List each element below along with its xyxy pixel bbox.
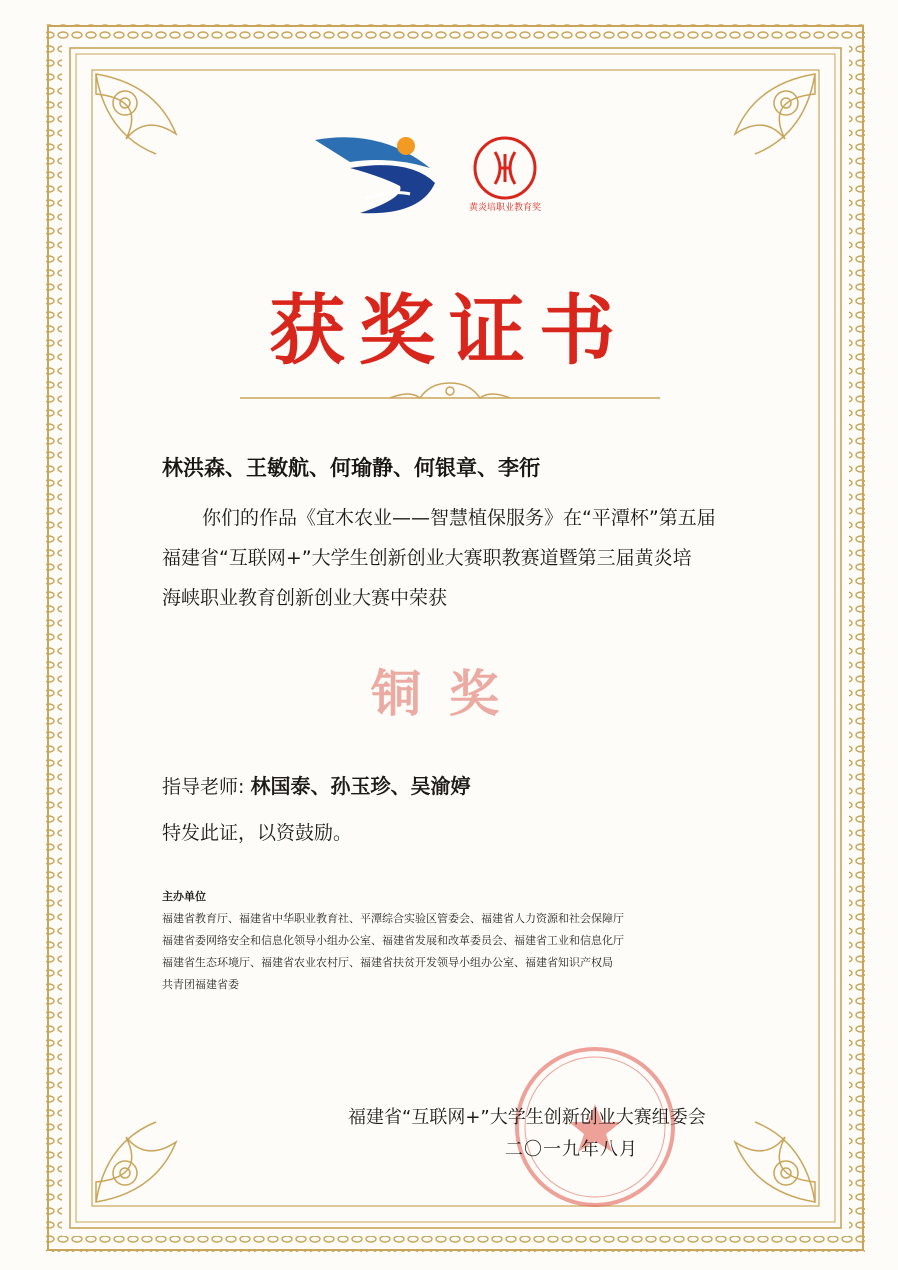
competition-logo-icon: [315, 137, 435, 213]
hosts-line: 福建省生态环境厅、福建省农业农村厅、福建省扶贫开发领导小组办公室、福建省知识产权局: [162, 956, 613, 969]
advisors-line: [162, 770, 470, 799]
svg-text:黄炎培职业教育奖: 黄炎培职业教育奖: [468, 203, 542, 213]
issue-date: 二〇一九年八月: [505, 1139, 638, 1160]
award-level: 铜奖: [371, 664, 527, 723]
huang-yanpei-award-logo-icon: [469, 138, 541, 213]
closing-text: 特发此证，以资鼓励。: [162, 822, 353, 844]
citation-text: [162, 498, 772, 618]
hosts-line: 共青团福建省委: [162, 978, 239, 991]
issuer-name: 福建省“互联网+”大学生创新创业大赛组委会: [348, 1107, 706, 1128]
advisors-names: 林国泰、孙玉珍、吴渝婷: [250, 774, 471, 798]
citation-line-1: 你们的作品《宜木农业——智慧植保服务》在“平潭杯”第五届: [202, 507, 716, 529]
recipients-names: 林洪森、王敏航、何瑜静、何银章、李衎: [162, 455, 540, 480]
logo-group: [310, 128, 570, 228]
hosts-line: 福建省委网络安全和信息化领导小组办公室、福建省发展和改革委员会、福建省工业和信息化厅: [162, 934, 624, 947]
certificate-title: 获奖证书: [269, 286, 629, 375]
citation-line-3: 海峡职业教育创新创业大赛中荣获: [162, 587, 448, 609]
advisors-label: 指导老师:: [162, 776, 245, 798]
ornamental-divider: [240, 378, 660, 408]
hosts-line: 福建省教育厅、福建省中华职业教育社、平潭综合实验区管委会、福建省人力资源和社会保障厅: [162, 912, 624, 925]
hosts-heading: 主办单位: [162, 890, 206, 903]
citation-line-2: 福建省“互联网+”大学生创新创业大赛职教赛道暨第三届黄炎培: [162, 547, 692, 569]
hosts-list: [162, 908, 624, 996]
